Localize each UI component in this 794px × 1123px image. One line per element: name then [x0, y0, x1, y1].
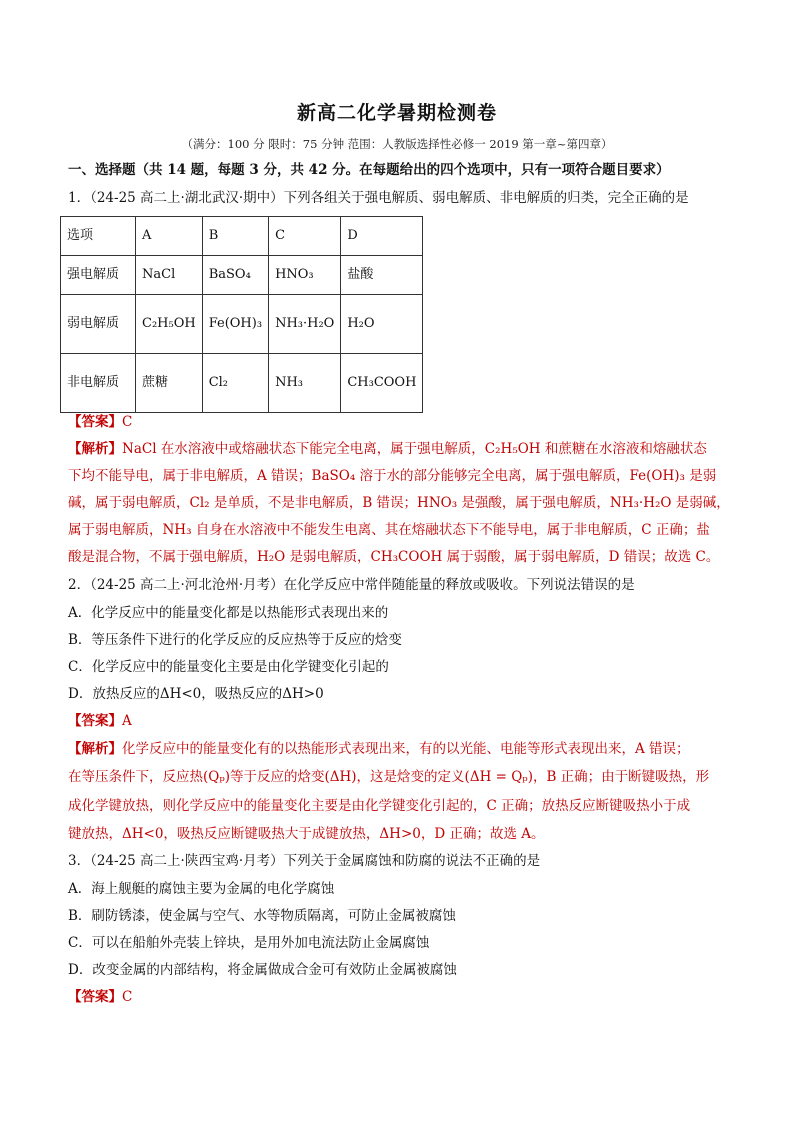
table-cell: BaSO₄	[202, 256, 268, 295]
table-cell: HNO₃	[269, 256, 341, 295]
q3-option-c: C．可以在船舶外壳装上锌块，是用外加电流法防止金属腐蚀	[68, 935, 430, 951]
table-cell: NaCl	[136, 256, 203, 295]
analysis-tag: 【解析】	[68, 741, 122, 757]
q2-analysis-line: 键放热，ΔH<0，吸热反应断键吸热大于成键放热，ΔH>0，D 正确；故选 A。	[68, 826, 545, 842]
table-cell: 强电解质	[61, 256, 136, 295]
q2-answer	[68, 711, 728, 731]
q3-option-b: B．刷防锈漆，使金属与空气、水等物质隔离，可防止金属被腐蚀	[68, 908, 456, 924]
answer-tag: 【答案】	[68, 414, 122, 430]
table-row	[61, 295, 423, 354]
table-cell: CH₃COOH	[341, 354, 423, 413]
table-cell: 非电解质	[61, 354, 136, 413]
page-title: 新高二化学暑期检测卷	[296, 102, 497, 124]
table-cell: C	[269, 217, 341, 256]
q1-stem: 1．（24-25 高二上·湖北武汉·期中）下列各组关于强电解质、弱电解质、非电解质的归类，完全正确的是	[68, 190, 689, 206]
q1-table	[60, 216, 423, 413]
table-cell: D	[341, 217, 423, 256]
table-cell: 选项	[61, 217, 136, 256]
q2-option-b: B．等压条件下进行的化学反应的反应热等于反应的焓变	[68, 632, 402, 648]
section-heading: 一、选择题（共 14 题，每题 3 分，共 42 分。在每题给出的四个选项中，只有一项符合题目要求）	[68, 162, 670, 178]
q3-stem: 3．（24-25 高二上·陕西宝鸡·月考）下列关于金属腐蚀和防腐的说法不正确的是	[68, 853, 541, 869]
answer-value: A	[122, 713, 132, 729]
answer-value: C	[122, 414, 133, 430]
q3-answer	[68, 987, 728, 1007]
analysis-text: 化学反应中的能量变化有的以热能形式表现出来，有的以光能、电能等形式表现出来，A 错误；	[122, 741, 690, 757]
table-cell: Fe(OH)₃	[202, 295, 268, 354]
table-row	[61, 354, 423, 413]
q2-analysis-line: 在等压条件下，反应热(Qₚ)等于反应的焓变(ΔH)，这是焓变的定义(ΔH = Qₚ)，B 正确；由于断键吸热，形	[68, 769, 710, 785]
q2-analysis-line: 成化学键放热，则化学反应中的能量变化主要是由化学键变化引起的，C 正确；放热反应断键吸热小于成	[68, 798, 691, 814]
q1-analysis-line: 酸是混合物，不属于强电解质，H₂O 是弱电解质，CH₃COOH 属于弱酸，属于弱电解质，D 错误；故选 C。	[68, 549, 720, 565]
analysis-tag: 【解析】	[68, 441, 122, 457]
answer-value: C	[122, 989, 133, 1005]
q3-option-d: D．改变金属的内部结构，将金属做成合金可有效防止金属被腐蚀	[68, 962, 457, 978]
table-cell: B	[202, 217, 268, 256]
q2-option-a: A．化学反应中的能量变化都是以热能形式表现出来的	[68, 605, 389, 621]
table-row	[61, 256, 423, 295]
q1-analysis-line: 碱，属于弱电解质，Cl₂ 是单质，不是非电解质，B 错误；HNO₃ 是强酸，属于强电解质，NH₃·H₂O 是弱碱，	[68, 495, 730, 511]
q2-option-c: C．化学反应中的能量变化主要是由化学键变化引起的	[68, 659, 389, 675]
table-cell: Cl₂	[202, 354, 268, 413]
q3-option-a: A．海上舰艇的腐蚀主要为金属的电化学腐蚀	[68, 881, 335, 897]
table-cell: 弱电解质	[61, 295, 136, 354]
answer-tag: 【答案】	[68, 989, 122, 1005]
q1-analysis-line	[68, 439, 728, 459]
table-cell: 盐酸	[341, 256, 423, 295]
q1-analysis-line: 属于弱电解质，NH₃ 自身在水溶液中不能发生电离、其在熔融状态下不能导电，属于非电解质，C 正确；盐	[68, 522, 710, 538]
q1-analysis-line: 下均不能导电，属于非电解质，A 错误；BaSO₄ 溶于水的部分能够完全电离，属于强电解质，Fe(OH)₃ 是弱	[68, 468, 717, 484]
answer-tag: 【答案】	[68, 713, 122, 729]
table-cell: H₂O	[341, 295, 423, 354]
table-row	[61, 217, 423, 256]
table-cell: NH₃·H₂O	[269, 295, 341, 354]
analysis-text: NaCl 在水溶液中或熔融状态下能完全电离，属于强电解质，C₂H₅OH 和蔗糖在水溶液和熔融状态	[122, 441, 707, 457]
q1-answer	[68, 412, 728, 432]
table-cell: 蔗糖	[136, 354, 203, 413]
exam-meta: （满分：100 分 限时：75 分钟 范围：人教版选择性必修一 2019 第一章~第四章）	[181, 137, 613, 151]
q2-option-d: D．放热反应的ΔH<0，吸热反应的ΔH>0	[68, 686, 324, 702]
table-cell: C₂H₅OH	[136, 295, 203, 354]
table-cell: A	[136, 217, 203, 256]
q2-stem: 2．（24-25 高二上·河北沧州·月考）在化学反应中常伴随能量的释放或吸收。下列说法错误的是	[68, 577, 635, 593]
q2-analysis-line	[68, 739, 728, 759]
table-cell: NH₃	[269, 354, 341, 413]
